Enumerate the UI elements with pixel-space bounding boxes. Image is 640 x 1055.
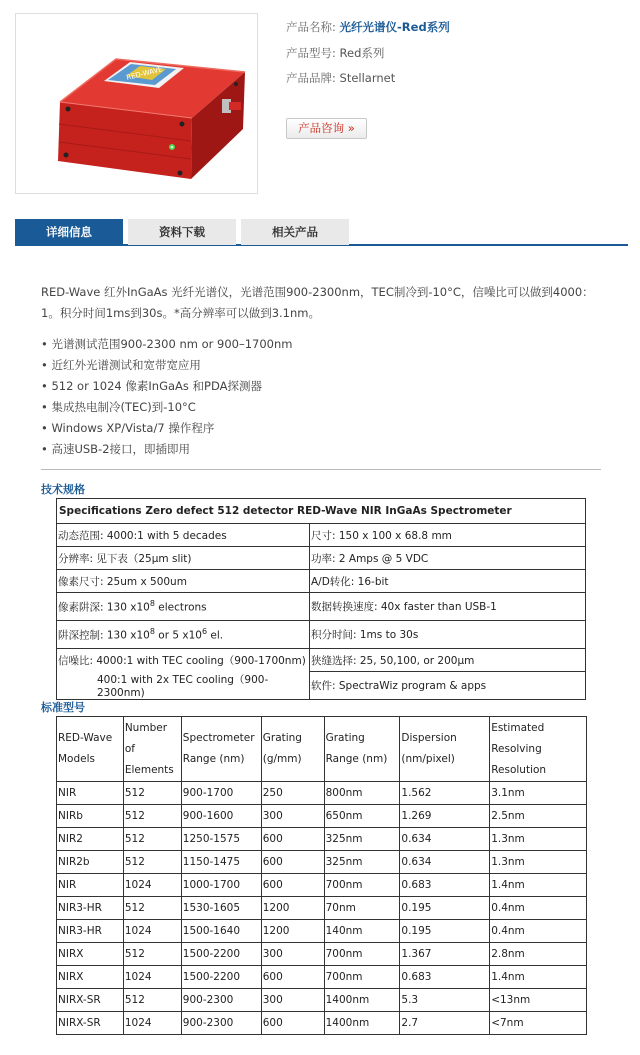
table-cell: 1.367 [400,943,490,966]
table-cell: 250 [261,782,324,805]
table-row [57,621,586,649]
header-line: Dispersion [401,732,457,744]
table-cell: NIR2b [57,851,124,874]
table-row [57,851,587,874]
spec-cell: 信噪比: 4000:1 with TEC cooling（900-1700nm) [57,649,310,672]
list-item: • Windows XP/Vista/7 操作程序 [41,421,215,435]
table-cell: 0.683 [400,874,490,897]
product-model-value: Red系列 [339,45,385,60]
spec-cell: A/D转化: 16-bit [310,570,586,593]
table-cell: 1500-1640 [181,920,261,943]
table-cell: 1024 [123,874,181,897]
product-intro: RED-Wave 红外InGaAs 光纤光谱仪，光谱范围900-2300nm，TEC制冷到-10°C，信噪比可以做到4000：1。积分时间1ms到30s。*高分辨率可以做到3.1nm。 [41,285,594,320]
spec-text: 像素阱深: 130 x10 [58,601,150,614]
spec-cell: 功率: 2 Amps @ 5 VDC [310,547,586,570]
table-cell: 900-1600 [181,805,261,828]
table-cell: 900-1700 [181,782,261,805]
column-header [181,717,261,782]
table-cell: NIRX-SR [57,989,124,1012]
table-cell: 0.195 [400,920,490,943]
divider [41,469,601,470]
table-row [57,782,587,805]
product-brand-label: 产品品牌: [286,71,336,85]
table-row [57,828,587,851]
table-cell: 600 [261,1012,324,1035]
table-row [57,547,586,570]
table-cell: NIR [57,782,124,805]
table-cell: 1530-1605 [181,897,261,920]
table-cell: 1024 [123,966,181,989]
device-logo-text: RED-WAVE [125,65,164,82]
table-row [57,805,587,828]
feature-list [41,334,292,460]
table-cell: 2.5nm [490,805,587,828]
table-cell: 700nm [324,966,400,989]
table-cell: 1024 [123,1012,181,1035]
table-cell: 1150-1475 [181,851,261,874]
table-row [57,649,586,672]
header-line: Grating [325,732,365,744]
column-header [324,717,400,782]
table-cell: 650nm [324,805,400,828]
table-cell: 600 [261,966,324,989]
table-cell: 1400nm [324,989,400,1012]
spec-cell [57,593,310,621]
table-cell: 600 [261,828,324,851]
table-cell: 512 [123,943,181,966]
table-cell: 700nm [324,874,400,897]
table-cell: NIR3-HR [57,897,124,920]
table-cell: 300 [261,943,324,966]
spec-cell: 积分时间: 1ms to 30s [310,621,586,649]
table-row [57,524,586,547]
header-line: Resolution [491,763,547,776]
product-info [286,17,450,94]
spec-text: electrons [154,601,207,614]
table-row [57,593,586,621]
table-cell: <7nm [490,1012,587,1035]
table-cell: 70nm [324,897,400,920]
table-cell: 512 [123,828,181,851]
models-table [56,716,587,1035]
specs-table [56,498,586,700]
product-consult-button[interactable]: 产品咨询 » [286,118,367,139]
product-model-row [286,43,450,69]
table-cell: 1024 [123,920,181,943]
table-cell: 1500-2200 [181,943,261,966]
list-item: • 512 or 1024 像素InGaAs 和PDA探测器 [41,379,262,393]
table-row [57,966,587,989]
table-cell: NIRX [57,943,124,966]
table-cell: 900-2300 [181,1012,261,1035]
spec-cell: 动态范围: 4000:1 with 5 decades [57,524,310,547]
table-cell: 1.4nm [490,966,587,989]
table-cell: 1500-2200 [181,966,261,989]
spec-cell: 400:1 with 2x TEC cooling（900-2300nm) [57,672,310,700]
table-cell: 300 [261,989,324,1012]
table-cell: 512 [123,989,181,1012]
header-line: Resolving [491,742,542,755]
spec-exponent: 8 [149,598,155,608]
table-cell: 1200 [261,920,324,943]
table-cell: 512 [123,805,181,828]
header-line: (g/mm) [262,753,302,765]
table-cell: NIRb [57,805,124,828]
table-cell: 1.4nm [490,874,587,897]
specs-table-header: Specifications Zero defect 512 detector RED-Wave NIR InGaAs Spectrometer [57,499,586,524]
table-cell: 3.1nm [490,782,587,805]
spec-exponent: 6 [201,626,208,636]
models-section-title: 标准型号 [41,701,85,714]
table-cell: NIR2 [57,828,124,851]
table-cell: 1.3nm [490,851,587,874]
product-brand-row [286,68,450,94]
table-row [57,989,587,1012]
tab-details[interactable]: 详细信息 [15,219,123,245]
table-cell: 800nm [324,782,400,805]
tab-downloads[interactable]: 资料下载 [128,219,236,245]
column-header [261,717,324,782]
table-cell: 1400nm [324,1012,400,1035]
spec-cell: 像素尺寸: 25um x 500um [57,570,310,593]
header-line: Grating [262,732,302,744]
table-cell: NIR3-HR [57,920,124,943]
table-cell: 0.4nm [490,920,587,943]
spec-text: el. [207,629,224,642]
table-row [57,943,587,966]
table-cell: 1000-1700 [181,874,261,897]
spec-exponent: 8 [149,626,155,636]
table-row [57,570,586,593]
table-cell: 325nm [324,851,400,874]
table-cell: 140nm [324,920,400,943]
header-line: Elements [124,763,174,776]
header-line: Models [58,753,95,765]
table-header-row [57,717,587,782]
table-cell: 5.3 [400,989,490,1012]
specs-section-title: 技术规格 [41,483,85,496]
column-header [57,717,124,782]
table-cell: 900-2300 [181,989,261,1012]
spec-cell: 狭缝选择: 25, 50,100, or 200μm [310,649,586,672]
spec-cell: 分辨率: 见下表（25μm slit) [57,547,310,570]
table-cell: 700nm [324,943,400,966]
list-item: • 近红外光谱测试和宽带宽应用 [41,358,201,372]
spec-cell: 数据转换速度: 40x faster than USB-1 [310,593,586,621]
table-row [57,874,587,897]
spec-cell: 尺寸: 150 x 100 x 68.8 mm [310,524,586,547]
spec-cell: 软件: SpectraWiz program & apps [310,672,586,700]
table-cell: 1.562 [400,782,490,805]
product-name-label: 产品名称: [286,20,336,34]
table-cell: 300 [261,805,324,828]
table-cell: 600 [261,851,324,874]
header-line: Number of [124,721,168,755]
table-cell: NIRX [57,966,124,989]
tab-related-products[interactable]: 相关产品 [241,219,349,245]
detail-tabs [15,219,628,246]
table-cell: 2.7 [400,1012,490,1035]
table-cell: 1.3nm [490,828,587,851]
table-cell: 0.683 [400,966,490,989]
product-name-row [286,17,450,43]
table-row [57,920,587,943]
header-line: Spectrometer [182,732,255,744]
table-cell: 0.634 [400,851,490,874]
header-line: (nm/pixel) [401,753,455,765]
table-cell: NIRX-SR [57,1012,124,1035]
table-cell: 0.634 [400,828,490,851]
table-cell: 0.195 [400,897,490,920]
list-item: • 光谱测试范围900-2300 nm or 900–1700nm [41,337,293,351]
product-name-value: 光纤光谱仪-Red系列 [339,20,450,34]
table-cell: 600 [261,874,324,897]
header-line: Range (nm) [182,753,245,765]
table-cell: 1200 [261,897,324,920]
table-cell: 1250-1575 [181,828,261,851]
spec-cell [57,621,310,649]
spectrometer-device-image [16,14,258,194]
table-cell: NIR [57,874,124,897]
table-row [57,672,586,700]
spec-text: or 5 x10 [154,629,202,642]
column-header [123,717,181,782]
product-image[interactable] [15,13,258,194]
header-line: Estimated [491,721,545,734]
table-cell: 512 [123,851,181,874]
list-item: • 集成热电制冷(TEC)到-10°C [41,400,196,414]
table-cell: 2.8nm [490,943,587,966]
product-brand-value: Stellarnet [339,71,396,85]
table-cell: 512 [123,782,181,805]
table-cell: 1.269 [400,805,490,828]
table-cell: 0.4nm [490,897,587,920]
table-cell: 512 [123,897,181,920]
table-cell: <13nm [490,989,587,1012]
spec-text: 阱深控制: 130 x10 [58,629,150,642]
header-line: Range (nm) [325,753,388,765]
column-header [490,717,587,782]
table-row [57,1012,587,1035]
table-cell: 325nm [324,828,400,851]
list-item: • 高速USB-2接口，即插即用 [41,442,191,456]
table-row [57,897,587,920]
column-header [400,717,490,782]
header-line: RED-Wave [58,732,113,744]
product-model-label: 产品型号: [286,45,336,60]
